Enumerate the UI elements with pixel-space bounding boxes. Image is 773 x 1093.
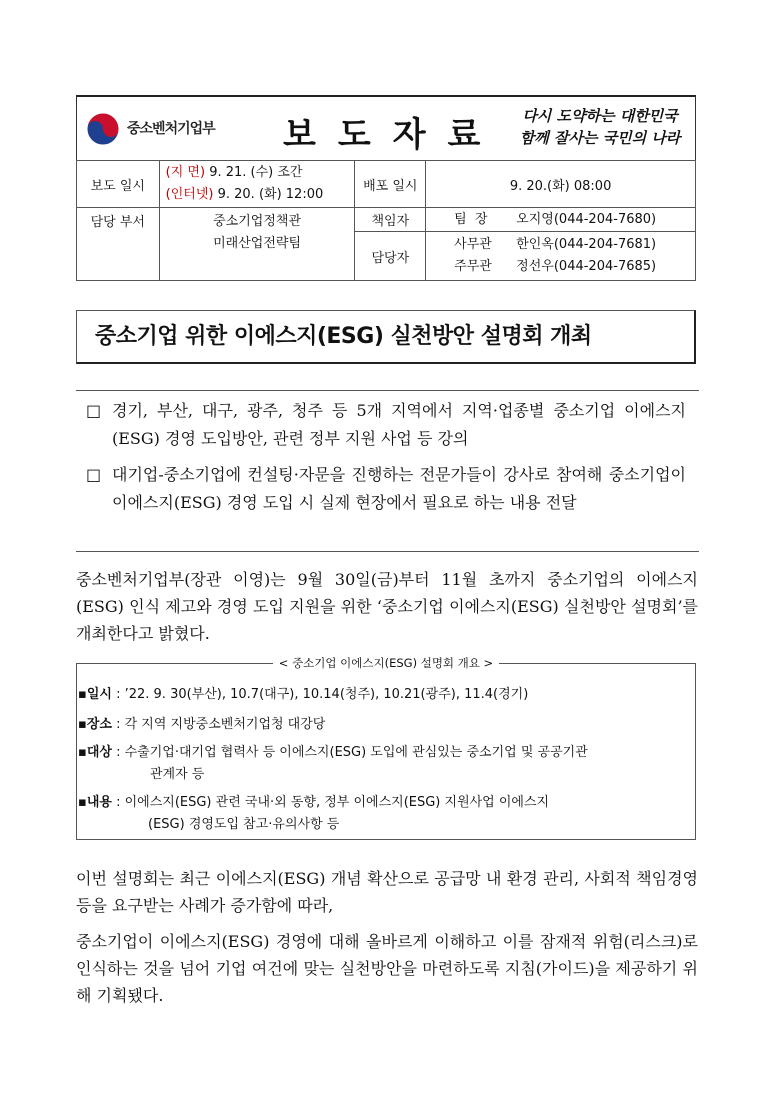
slogan-line-1: 다시 도약하는 대한민국: [522, 107, 678, 125]
person-role: 주무관: [454, 259, 492, 274]
checkbox-square-icon: □: [86, 401, 102, 420]
body-paragraph-2: 중소기업이 이에스지(ESG) 경영에 대해 올바르게 이해하고 이를 잠재적 위험(리스크)로 인식하는 것을 넘어 기업 여건에 맞는 실천방안을 마련하도록 지침(가이드)을 제공하기 위해 기획됐다.: [76, 932, 698, 1005]
overview-sep: :: [111, 745, 125, 760]
taegeuk-emblem-icon: [85, 111, 121, 147]
overview-sep: :: [111, 717, 125, 732]
headline: 중소기업 위한 이에스지(ESG) 실천방안 설명회 개최: [76, 310, 696, 364]
overview-title-text: < 중소기업 이에스지(ESG) 설명회 개요 >: [273, 656, 499, 670]
government-slogan: [507, 105, 693, 149]
overview-item-target: ▪대상 : 수출기업·대기업 협력사 등 이에스지(ESG) 도입에 관심있는 중소기업 및 공공기관 관계자 등: [78, 742, 690, 764]
person-role: 팀 장: [454, 211, 488, 227]
summary-bullet-text: 대기업-중소기업에 컨설팅·자문을 진행하는 전문가들이 강사로 참여해 중소기업이 이에스지(ESG) 경영 도입 시 실제 현장에서 필요로 하는 내용 전달: [112, 465, 686, 512]
summary-bullet: [86, 461, 686, 517]
paper-label: (지 면): [165, 165, 206, 180]
overview-sep: :: [111, 795, 125, 810]
dept-label: 담당 부서: [77, 208, 160, 281]
person-phone: (044-204-7681): [553, 237, 657, 252]
distribution-value: 9. 20.(화) 08:00: [426, 161, 696, 208]
overview-text: ’22. 9. 30(부산), 10.7(대구), 10.14(청주), 10.21(광주), 11.4(경기): [124, 687, 529, 702]
overview-text: 이에스지(ESG) 관련 국내·외 동향, 정부 이에스지(ESG) 지원사업 이에스지: [124, 795, 550, 810]
summary-bullet-text: 경기, 부산, 대구, 광주, 청주 등 5개 지역에서 지역·업종별 중소기업 이에스지(ESG) 경영 도입방안, 관련 정부 지원 사업 등 강의: [112, 401, 686, 448]
page-title: 보도자료: [283, 115, 503, 155]
person-phone: (044-204-7685): [553, 259, 657, 274]
person-name: 오지영: [516, 211, 554, 227]
distribution-label: 배포 일시: [355, 161, 426, 208]
overview-label: 일시: [86, 687, 112, 702]
overview-item-content: ▪내용 : 이에스지(ESG) 관련 국내·외 동향, 정부 이에스지(ESG) 지원사업 이에스지 (ESG) 경영도입 참고·유의사항 등: [78, 792, 690, 814]
person-name: 정선우: [516, 259, 554, 274]
dept-value: [159, 208, 355, 281]
overview-box: [76, 656, 696, 840]
checkbox-square-icon: □: [86, 465, 102, 484]
overview-label: 대상: [86, 745, 112, 760]
overview-text-continued: 관계자 등: [150, 767, 205, 782]
overview-item-date: ▪일시 : ’22. 9. 30(부산), 10.7(대구), 10.14(청주), 10.21(광주), 11.4(경기): [78, 687, 529, 702]
overview-text-continued: (ESG) 경영도입 참고·유의사항 등: [148, 817, 340, 832]
person-role: 사무관: [454, 237, 492, 252]
intro-paragraph: 중소벤처기업부(장관 이영)는 9월 30일(금)부터 11월 초까지 중소기업의 이에스지(ESG) 인식 제고와 경영 도입 지원을 위한 ‘중소기업 이에스지(ESG) 실천방안 설명회’를 개최한다고 밝혔다.: [76, 570, 698, 643]
overview-title: [77, 655, 695, 671]
overview-text: 각 지역 지방중소벤처기업청 대강당: [124, 717, 326, 732]
overview-label: 내용: [86, 795, 112, 810]
release-info-table: [76, 160, 696, 281]
responsible-label: 책임자: [355, 208, 426, 232]
responsible-person: [426, 208, 696, 232]
dept-line-1: 중소기업정책관: [213, 214, 301, 229]
overview-label: 장소: [86, 717, 112, 732]
internet-label: (인터넷): [165, 187, 214, 202]
report-date-value: [159, 161, 355, 208]
contact-label: 담당자: [355, 232, 426, 281]
summary-box: [76, 390, 699, 552]
report-date-label: 보도 일시: [77, 161, 160, 208]
overview-text: 수출기업·대기업 협력사 등 이에스지(ESG) 도입에 관심있는 중소기업 및 공공기관: [124, 745, 588, 760]
body-paragraph-1: 이번 설명회는 최근 이에스지(ESG) 개념 확산으로 공급망 내 환경 관리, 사회적 책임경영 등을 요구받는 사례가 증가함에 따라,: [76, 869, 698, 915]
paper-date: 9. 21. (수) 조간: [209, 165, 303, 180]
person-name: 한인옥: [516, 237, 554, 252]
press-release-header: [76, 95, 696, 161]
overview-item-place: ▪장소 : 각 지역 지방중소벤처기업청 대강당: [78, 717, 326, 732]
dept-line-2: 미래산업전략팀: [213, 236, 301, 251]
summary-bullet: [86, 397, 686, 453]
internet-date: 9. 20. (화) 12:00: [217, 187, 324, 202]
contact-persons: [426, 232, 696, 281]
ministry-logo-text: 중소벤처기업부: [127, 121, 215, 137]
slogan-line-2: 함께 잘사는 국민의 나라: [519, 129, 681, 147]
ministry-logo: [83, 109, 243, 149]
person-phone: (044-204-7680): [553, 211, 657, 227]
overview-sep: :: [111, 687, 125, 702]
